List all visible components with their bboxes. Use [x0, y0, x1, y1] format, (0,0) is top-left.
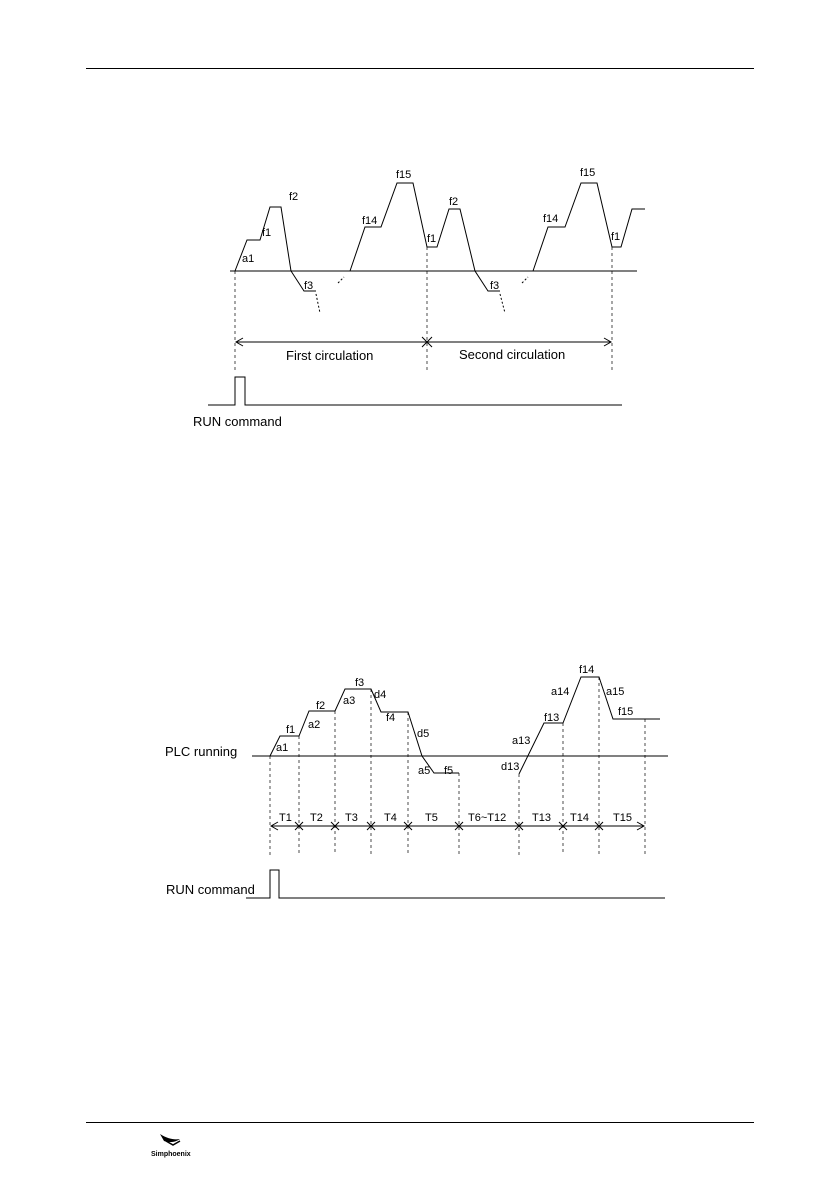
segment-t15: T15	[613, 812, 632, 824]
segment-t3: T3	[345, 812, 358, 824]
label-f1: f1	[262, 227, 272, 239]
label-f1: f1	[286, 724, 296, 736]
label-a1: a1	[242, 253, 255, 265]
segment-t13: T13	[532, 812, 551, 824]
run-command-pulse	[246, 870, 665, 898]
label-d5: d5	[417, 728, 430, 740]
label-f14: f14	[362, 215, 378, 227]
run-command-label: RUN command	[193, 414, 282, 429]
footer-rule	[86, 1122, 754, 1123]
frequency-waveform-second	[519, 677, 660, 774]
company-logo	[140, 1131, 210, 1159]
label-f2: f2	[289, 191, 299, 203]
segment-t6-t12: T6~T12	[468, 812, 507, 824]
label-a13: a13	[512, 735, 531, 747]
label-a3: a3	[343, 695, 356, 707]
label-f13: f13	[544, 712, 560, 724]
label-f14: f14	[543, 213, 559, 225]
plc-running-label: PLC running	[165, 744, 238, 759]
first-circulation-label: First circulation	[286, 348, 374, 363]
segment-t14: T14	[570, 812, 589, 824]
logo-text: Simphoenix	[151, 1151, 191, 1158]
label-f15: f15	[618, 706, 634, 718]
label-f3: f3	[490, 280, 500, 292]
segment-t5: T5	[425, 812, 438, 824]
label-f1: f1	[427, 233, 437, 245]
label-d13: d13	[501, 761, 520, 773]
label-f14: f14	[579, 664, 595, 676]
run-command-label: RUN command	[166, 882, 255, 897]
label-f2: f2	[449, 196, 459, 208]
segment-t2: T2	[310, 812, 323, 824]
label-a1: a1	[276, 742, 289, 754]
segment-t4: T4	[384, 812, 397, 824]
label-f3: f3	[304, 280, 314, 292]
label-f2: f2	[316, 700, 326, 712]
second-circulation-label: Second circulation	[459, 347, 566, 362]
label-a14: a14	[551, 686, 570, 698]
label-f1: f1	[611, 231, 621, 243]
label-d4: d4	[374, 689, 387, 701]
label-f15: f15	[580, 167, 596, 179]
label-f15: f15	[396, 169, 412, 181]
label-a2: a2	[308, 719, 321, 731]
label-a15: a15	[606, 686, 625, 698]
frequency-waveform	[270, 689, 459, 773]
label-a5: a5	[418, 765, 431, 777]
label-f5: f5	[444, 765, 454, 777]
segment-t1: T1	[279, 812, 292, 824]
label-f3: f3	[355, 677, 365, 689]
label-f4: f4	[386, 712, 396, 724]
